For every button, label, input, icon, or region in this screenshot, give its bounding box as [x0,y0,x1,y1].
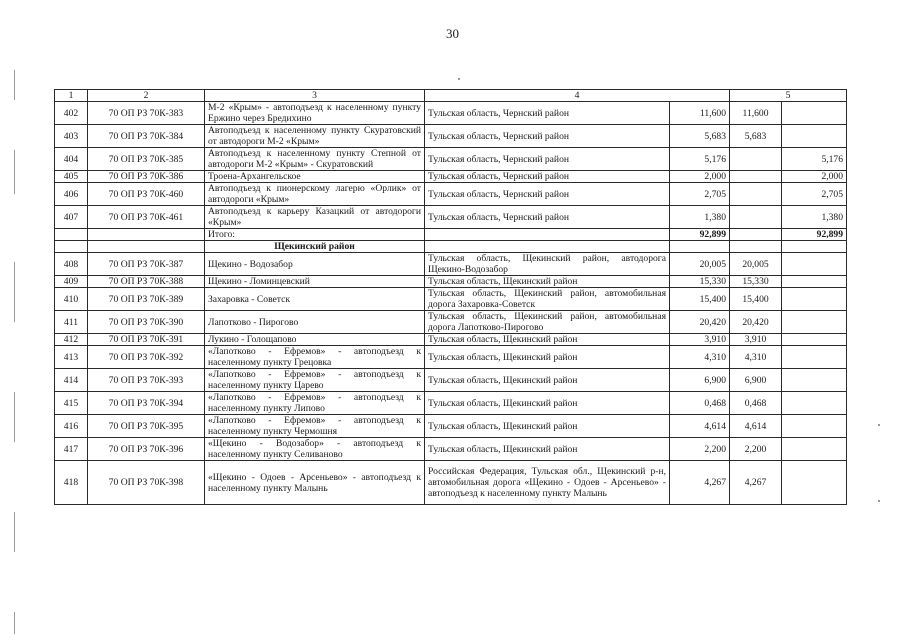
road-code: 70 ОП РЗ 70К-392 [88,346,205,369]
row-number: 416 [55,415,88,438]
length-value [782,102,847,125]
road-name: «Щекино - Водозабор» - автоподъезд к населенному пункту Селиваново [205,438,425,461]
empty-cell [55,241,88,253]
road-location: Тульская область, Чернский район [425,125,670,148]
road-location: Тульская область, Щекинский район [425,415,670,438]
road-name: Щекино - Ломинцевский [205,276,425,288]
road-length: 15,400 [670,288,730,311]
road-name: Лукино - Голощапово [205,334,425,346]
road-code: 70 ОП РЗ 70К-390 [88,311,205,334]
empty-cell [88,241,205,253]
length-value: 0,468 [730,392,782,415]
road-location: Тульская область, Щекинский район [425,276,670,288]
road-location: Тульская область, Щекинский район, автомобильная дорога Лапотково-Пирогово [425,311,670,334]
total-row [55,229,847,241]
road-name: «Щекино - Одоев - Арсеньево» - автоподъезд к населенному пункту Малынь [205,461,425,505]
length-value [782,253,847,276]
road-code: 70 ОП РЗ 70К-394 [88,392,205,415]
road-location: Тульская область, Щекинский район [425,369,670,392]
road-name: Автоподъезд к населенному пункту Скуратовский от автодороги М-2 «Крым» [205,125,425,148]
table-row [55,346,847,369]
length-value [730,171,782,183]
road-name: Автоподъезд к населенному пункту Степной от автодороги М-2 «Крым» - Скуратовский [205,148,425,171]
empty-cell [730,241,782,253]
empty-cell [782,241,847,253]
roads-registry-table [54,89,847,505]
length-value: 3,910 [730,334,782,346]
road-name: Троена-Архангельское [205,171,425,183]
road-name: «Лапотково - Ефремов» - автоподъезд к населенному пункту Липово [205,392,425,415]
empty-cell [425,229,670,241]
road-name: Захаровка - Советск [205,288,425,311]
table-row [55,392,847,415]
margin-mark [14,150,15,194]
road-length: 11,600 [670,102,730,125]
length-value: 4,310 [730,346,782,369]
road-name: М-2 «Крым» - автоподъезд к населенному пункту Ержино через Бредихино [205,102,425,125]
row-number: 414 [55,369,88,392]
road-location: Тульская область, Щекинский район, автомобильная дорога Захаровка-Советск [425,288,670,311]
table-row [55,206,847,229]
empty-cell [88,229,205,241]
length-value [782,125,847,148]
row-number: 407 [55,206,88,229]
length-value: 20,420 [730,311,782,334]
length-value: 2,200 [730,438,782,461]
road-location: Тульская область, Чернский район [425,183,670,206]
road-code: 70 ОП РЗ 70К-461 [88,206,205,229]
road-code: 70 ОП РЗ 70К-389 [88,288,205,311]
total-label: Итого: [205,229,425,241]
length-value [782,311,847,334]
table-row [55,253,847,276]
road-name: Автоподъезд к карьеру Казацкий от автодороги «Крым» [205,206,425,229]
length-value: 15,330 [730,276,782,288]
table-row [55,148,847,171]
length-value: 15,400 [730,288,782,311]
road-location: Тульская область, Чернский район [425,206,670,229]
road-code: 70 ОП РЗ 70К-460 [88,183,205,206]
margin-mark [14,392,15,442]
length-value [782,392,847,415]
length-value: 5,176 [782,148,847,171]
road-code: 70 ОП РЗ 70К-393 [88,369,205,392]
length-value: 2,705 [782,183,847,206]
road-length: 20,005 [670,253,730,276]
row-number: 413 [55,346,88,369]
road-code: 70 ОП РЗ 70К-391 [88,334,205,346]
margin-mark [14,70,15,100]
road-code: 70 ОП РЗ 70К-388 [88,276,205,288]
scan-dot [458,78,460,80]
length-value [730,148,782,171]
row-number: 406 [55,183,88,206]
row-number: 412 [55,334,88,346]
total-length: 92,899 [670,229,730,241]
road-location: Тульская область, Щекинский район [425,346,670,369]
table-body [55,90,847,505]
length-value: 5,683 [730,125,782,148]
road-code: 70 ОП РЗ 70К-398 [88,461,205,505]
table-row [55,461,847,505]
road-length: 6,900 [670,369,730,392]
length-value: 20,005 [730,253,782,276]
road-name: «Лапотково - Ефремов» - автоподъезд к населенному пункту Грецовка [205,346,425,369]
row-number: 411 [55,311,88,334]
scan-dot [878,424,880,426]
road-code: 70 ОП РЗ 70К-385 [88,148,205,171]
length-value [782,415,847,438]
length-value [782,288,847,311]
road-name: «Лапотково - Ефремов» - автоподъезд к населенному пункту Царево [205,369,425,392]
road-code: 70 ОП РЗ 70К-386 [88,171,205,183]
road-location: Тульская область, Чернский район [425,171,670,183]
length-value: 4,614 [730,415,782,438]
table-row [55,276,847,288]
row-number: 408 [55,253,88,276]
road-length: 2,000 [670,171,730,183]
table-row [55,415,847,438]
road-location: Тульская область, Чернский район [425,102,670,125]
district-title: Щекинский район [205,241,425,253]
road-length: 0,468 [670,392,730,415]
row-number: 403 [55,125,88,148]
column-number: 4 [425,90,730,102]
column-number: 1 [55,90,88,102]
road-name: Автоподъезд к пионерскому лагерю «Орлик» от автодороги «Крым» [205,183,425,206]
column-number: 5 [730,90,847,102]
row-number: 409 [55,276,88,288]
margin-mark [14,612,15,634]
scan-dot [878,500,880,502]
length-value: 4,267 [730,461,782,505]
length-value [782,461,847,505]
row-number: 410 [55,288,88,311]
length-value [730,183,782,206]
road-length: 2,705 [670,183,730,206]
road-length: 2,200 [670,438,730,461]
road-location: Тульская область, Щекинский район [425,438,670,461]
length-value [782,346,847,369]
column-number-row [55,90,847,102]
total-length: 92,899 [782,229,847,241]
road-code: 70 ОП РЗ 70К-383 [88,102,205,125]
road-length: 15,330 [670,276,730,288]
table-row [55,311,847,334]
road-length: 4,310 [670,346,730,369]
road-length: 5,683 [670,125,730,148]
length-value [730,206,782,229]
road-length: 4,267 [670,461,730,505]
table-row [55,334,847,346]
length-value: 6,900 [730,369,782,392]
road-location: Тульская область, Щекинский район [425,392,670,415]
table-row [55,438,847,461]
road-name: «Лапотково - Ефремов» - автоподъезд к населенному пункту Чермошня [205,415,425,438]
road-code: 70 ОП РЗ 70К-387 [88,253,205,276]
district-header-row [55,241,847,253]
table-row [55,369,847,392]
page-number: 30 [446,26,459,41]
margin-mark [14,512,15,552]
road-length: 4,614 [670,415,730,438]
length-value: 1,380 [782,206,847,229]
road-length: 5,176 [670,148,730,171]
road-length: 3,910 [670,334,730,346]
row-number: 405 [55,171,88,183]
road-length: 20,420 [670,311,730,334]
empty-cell [730,229,782,241]
row-number: 415 [55,392,88,415]
empty-cell [55,229,88,241]
empty-cell [425,241,670,253]
row-number: 404 [55,148,88,171]
length-value [782,334,847,346]
column-number: 3 [205,90,425,102]
margin-mark [14,262,15,322]
road-location: Тульская область, Щекинский район, автодорога Щекино-Водозабор [425,253,670,276]
length-value [782,438,847,461]
road-code: 70 ОП РЗ 70К-395 [88,415,205,438]
length-value: 11,600 [730,102,782,125]
table-row [55,288,847,311]
length-value [782,369,847,392]
table-row [55,102,847,125]
road-length: 1,380 [670,206,730,229]
table-row [55,171,847,183]
road-code: 70 ОП РЗ 70К-384 [88,125,205,148]
row-number: 417 [55,438,88,461]
row-number: 418 [55,461,88,505]
empty-cell [670,241,730,253]
road-name: Лапотково - Пирогово [205,311,425,334]
road-location: Тульская область, Щекинский район [425,334,670,346]
table-row [55,125,847,148]
row-number: 402 [55,102,88,125]
road-code: 70 ОП РЗ 70К-396 [88,438,205,461]
column-number: 2 [88,90,205,102]
length-value: 2,000 [782,171,847,183]
road-location: Тульская область, Чернский район [425,148,670,171]
table-row [55,183,847,206]
road-location: Российская Федерация, Тульская обл., Щекинский р-н, автомобильная дорога «Щекино - Одоев - Арсеньево» - автоподъезд к населенному пункту Малынь [425,461,670,505]
length-value [782,276,847,288]
road-name: Щекино - Водозабор [205,253,425,276]
